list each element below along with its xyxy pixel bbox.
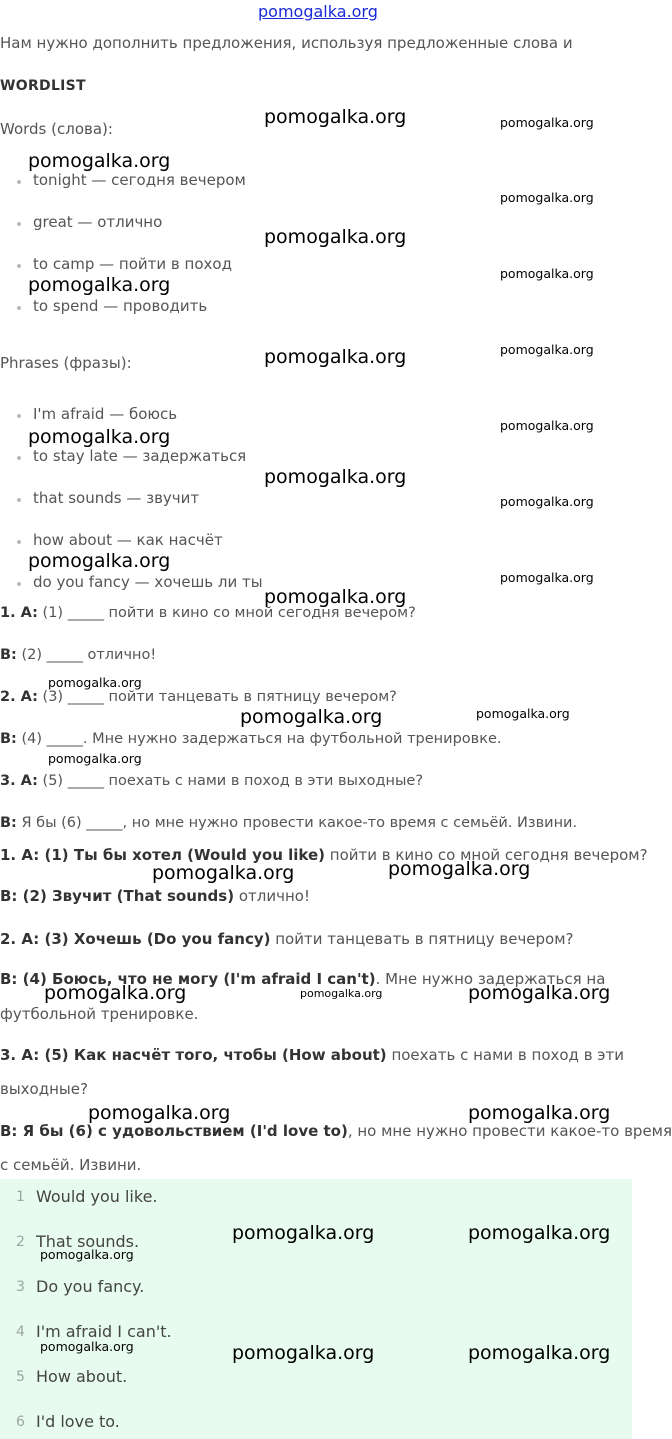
watermark: pomogalka.org <box>48 751 142 766</box>
answer-item: I'm afraid I can't. <box>36 1322 172 1341</box>
watermark: pomogalka.org <box>88 1102 231 1124</box>
watermark: pomogalka.org <box>300 987 383 1000</box>
list-item: to camp — пойти в поход <box>33 255 232 273</box>
watermark: pomogalka.org <box>500 190 594 205</box>
wordlist-heading: WORDLIST <box>0 78 86 94</box>
answer-item: Do you fancy. <box>36 1277 145 1296</box>
exercise-line: 3. A: (5) _____ поехать с нами в поход в эти выходные? <box>0 773 424 789</box>
watermark-link[interactable]: pomogalka.org <box>258 2 378 21</box>
answer-item: That sounds. <box>36 1232 140 1251</box>
answer-line: B: (2) Звучит (That sounds) отлично! <box>0 887 310 905</box>
answer-number: 6 <box>16 1414 25 1430</box>
watermark: pomogalka.org <box>44 982 187 1004</box>
watermark: pomogalka.org <box>500 342 594 357</box>
watermark: pomogalka.org <box>264 226 407 248</box>
watermark: pomogalka.org <box>152 862 295 884</box>
list-item: tonight — сегодня вечером <box>33 171 246 189</box>
phrases-heading: Phrases (фразы): <box>0 354 132 372</box>
answer-line: B: Я бы (6) с удовольствием (I'd love to), но мне нужно провести какое-то время <box>0 1122 672 1140</box>
watermark: pomogalka.org <box>264 586 407 608</box>
watermark: pomogalka.org <box>264 466 407 488</box>
answer-item: I'd love to. <box>36 1412 120 1431</box>
list-item: to spend — проводить <box>33 297 208 315</box>
watermark: pomogalka.org <box>468 1342 611 1364</box>
list-item: great — отлично <box>33 213 163 231</box>
exercise-line: B: Я бы (6) _____, но мне нужно провести какое-то время с семьёй. Извини. <box>0 815 578 831</box>
answer-number: 2 <box>16 1234 25 1250</box>
exercise-line: B: (2) _____ отлично! <box>0 647 157 663</box>
watermark: pomogalka.org <box>500 115 594 130</box>
watermark: pomogalka.org <box>232 1222 375 1244</box>
watermark: pomogalka.org <box>468 982 611 1004</box>
watermark: pomogalka.org <box>500 418 594 433</box>
answer-line: B: (4) Боюсь, что не могу (I'm afraid I can't). Мне нужно задержаться на <box>0 970 606 988</box>
watermark: pomogalka.org <box>500 570 594 585</box>
list-item: I'm afraid — боюсь <box>33 405 178 423</box>
answer-line: 1. A: (1) Ты бы хотел (Would you like) пойти в кино со мной сегодня вечером? <box>0 846 648 864</box>
exercise-line: B: (4) _____. Мне нужно задержаться на футбольной тренировке. <box>0 731 502 747</box>
watermark: pomogalka.org <box>264 346 407 368</box>
words-heading: Words (слова): <box>0 120 113 138</box>
list-item: how about — как насчёт <box>33 531 223 549</box>
answer-number: 1 <box>16 1189 25 1205</box>
answer-line-cont: с семьёй. Извини. <box>0 1156 142 1174</box>
watermark: pomogalka.org <box>388 858 531 880</box>
answer-item: Would you like. <box>36 1187 158 1206</box>
watermark: pomogalka.org <box>40 1339 134 1354</box>
watermark: pomogalka.org <box>28 550 171 572</box>
watermark: pomogalka.org <box>28 150 171 172</box>
watermark: pomogalka.org <box>476 706 570 721</box>
watermark: pomogalka.org <box>264 106 407 128</box>
answer-line: 3. A: (5) Как насчёт того, чтобы (How about) поехать с нами в поход в эти <box>0 1046 625 1064</box>
answer-line-cont: выходные? <box>0 1080 88 1098</box>
list-item: that sounds — звучит <box>33 489 200 507</box>
watermark: pomogalka.org <box>500 494 594 509</box>
watermark: pomogalka.org <box>28 274 171 296</box>
answers-box <box>0 1179 632 1439</box>
watermark: pomogalka.org <box>500 266 594 281</box>
watermark: pomogalka.org <box>40 1247 134 1262</box>
answer-line: 2. A: (3) Хочешь (Do you fancy) пойти танцевать в пятницу вечером? <box>0 930 574 948</box>
answer-line-cont: футбольной тренировке. <box>0 1005 199 1023</box>
exercise-line: 2. A: (3) _____ пойти танцевать в пятницу вечером? <box>0 689 397 705</box>
watermark: pomogalka.org <box>240 706 383 728</box>
watermark: pomogalka.org <box>232 1342 375 1364</box>
watermark: pomogalka.org <box>468 1102 611 1124</box>
answer-number: 5 <box>16 1369 25 1385</box>
answer-number: 4 <box>16 1324 25 1340</box>
intro-text: Нам нужно дополнить предложения, используя предложенные слова и <box>0 34 573 52</box>
exercise-line: 1. A: (1) _____ пойти в кино со мной сегодня вечером? <box>0 605 416 621</box>
list-item: do you fancy — хочешь ли ты <box>33 573 263 591</box>
answer-item: How about. <box>36 1367 128 1386</box>
list-item: to stay late — задержаться <box>33 447 247 465</box>
watermark: pomogalka.org <box>468 1222 611 1244</box>
watermark: pomogalka.org <box>48 675 142 690</box>
watermark: pomogalka.org <box>28 426 171 448</box>
answer-number: 3 <box>16 1279 25 1295</box>
